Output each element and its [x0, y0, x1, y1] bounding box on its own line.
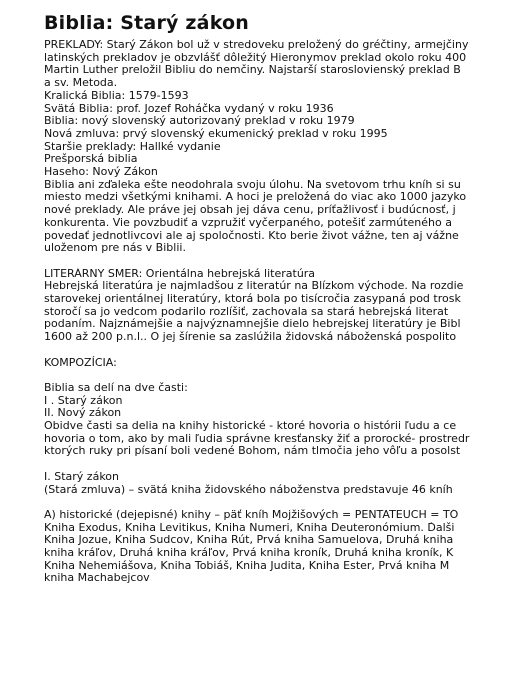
stary-zakon-section: [44, 471, 511, 496]
literarny-line: LITERÁRNY SMER: Orientálna hebrejská literatúra: [44, 267, 316, 280]
literarny-line: storočí sa jo vedcom podarilo rozlíšiť, zachovala sa stará hebrejská literat: [44, 305, 449, 318]
spacer: [44, 369, 511, 382]
spacer: [44, 344, 511, 357]
kompozicia-line: Obidve časti sa delia na knihy historické - ktoré hovoria o histórii ľudu a ce: [44, 420, 457, 433]
kompozicia-line: hovoria o tom, ako by mali ľudia správne kresťansky žiť a prorocké- prostredr: [44, 432, 470, 445]
kompozicia-section: [44, 382, 511, 458]
spacer: [44, 255, 511, 268]
historicke-line: Kniha Exodus, Kniha Levitikus, Kniha Numeri, Kniha Deuteronómium. Ďalši: [44, 521, 455, 534]
kompozicia-heading: KOMPOZÍCIA:: [44, 355, 117, 369]
preklady-line: Biblia ani zďaleka ešte neodohrala svoju úlohu. Na svetovom trhu kníh si su: [44, 178, 461, 191]
literarny-smer-section: [44, 268, 511, 344]
preklady-line: Staršie preklady: Hallké vydanie: [44, 140, 221, 153]
preklady-line: Prešporská biblia: [44, 153, 138, 166]
preklady-line: Kralická Biblia: 1579-1593: [44, 89, 189, 102]
preklady-section: [44, 39, 511, 255]
preklady-line: Svätá Biblia: prof. Jozef Roháčka vydaný v roku 1936: [44, 102, 334, 115]
preklady-line: povedať jednotlivcovi ale aj spoločnosti. Kto berie život vážne, ten aj vážne: [44, 229, 459, 242]
stary-zakon-line: I. Starý zákon: [44, 470, 119, 483]
spacer: [44, 458, 511, 471]
kompozicia-line: ktorých ruky pri písaní boli vedené Bohom, nám tlmočia jeho vôľu a posolst: [44, 445, 461, 458]
historicke-line: Kniha Jozue, Kniha Sudcov, Kniha Rút, Prvá kniha Samuelova, Druhá kniha: [44, 534, 454, 547]
historicke-line: Kniha Nehemiášova, Kniha Tobiáš, Kniha Judita, Kniha Ester, Prvá kniha M: [44, 559, 450, 572]
kompozicia-line: II. Nový zákon: [44, 407, 122, 420]
page-title: Biblia: Starý zákon: [44, 12, 249, 34]
literarny-line: podaním. Najznámejšie a najvýznamnejšie dielo hebrejskej literatúry je Bibl: [44, 318, 461, 331]
preklady-line: nové preklady. Ale práve jej obsah jej dáva cenu, príťažlivosť i budúcnosť, j: [44, 204, 456, 217]
document-page: [44, 10, 511, 693]
historicke-knihy-section: [44, 509, 511, 585]
preklady-line: miesto medzi všetkými knihami. A hoci je preložená do viac ako 1000 jazyko: [44, 191, 467, 204]
kompozicia-line: I . Starý zákon: [44, 394, 123, 407]
stary-zakon-line: (Stará zmluva) – svätá kniha židovského náboženstva predstavuje 46 kníh: [44, 483, 453, 496]
preklady-line: a sv. Metoda.: [44, 77, 118, 90]
preklady-line: Biblia: nový slovenský autorizovaný preklad v roku 1979: [44, 115, 355, 128]
preklady-line: Martin Luther preložil Bibliu do nemčiny. Najstarší staroslovienský preklad B: [44, 64, 461, 77]
historicke-line: kniha Machabejcov: [44, 572, 150, 585]
preklady-line: PREKLADY: Starý Zákon bol už v stredoveku preložený do gréčtiny, armejčiny: [44, 39, 469, 51]
preklady-line: uloženom pre nás v Biblii.: [44, 242, 186, 255]
preklady-line: Nová zmluva: prvý slovenský ekumenický preklad v roku 1995: [44, 127, 388, 140]
historicke-line: kniha kráľov, Druhá kniha kráľov, Prvá kniha kroník, Druhá kniha kroník, K: [44, 547, 454, 560]
literarny-line: 1600 až 200 p.n.l.. O jej šírenie sa zaslúžila židovská náboženská pospolito: [44, 331, 457, 344]
preklady-line: Haseho: Nový Zákon: [44, 166, 158, 179]
preklady-line: latinských prekladov je obzvlášť dôležitý Hieronymov preklad okolo roku 400: [44, 51, 467, 64]
spacer: [44, 496, 511, 509]
preklady-line: konkurenta. Vie povzbudiť a vzpružiť vyčerpaného, potešiť zarmúteného a: [44, 216, 452, 229]
kompozicia-line: Biblia sa delí na dve časti:: [44, 381, 188, 394]
historicke-line: A) historické (dejepisné) knihy – päť kníh Mojžišových = PENTATEUCH = TÓ: [44, 508, 459, 521]
literarny-line: Hebrejská literatúra je najmladšou z literatúr na Blízkom východe. Na rozdie: [44, 280, 464, 293]
literarny-line: starovekej orientálnej literatúry, ktorá bola po tisícročia zasypaná pod trosk: [44, 293, 461, 306]
